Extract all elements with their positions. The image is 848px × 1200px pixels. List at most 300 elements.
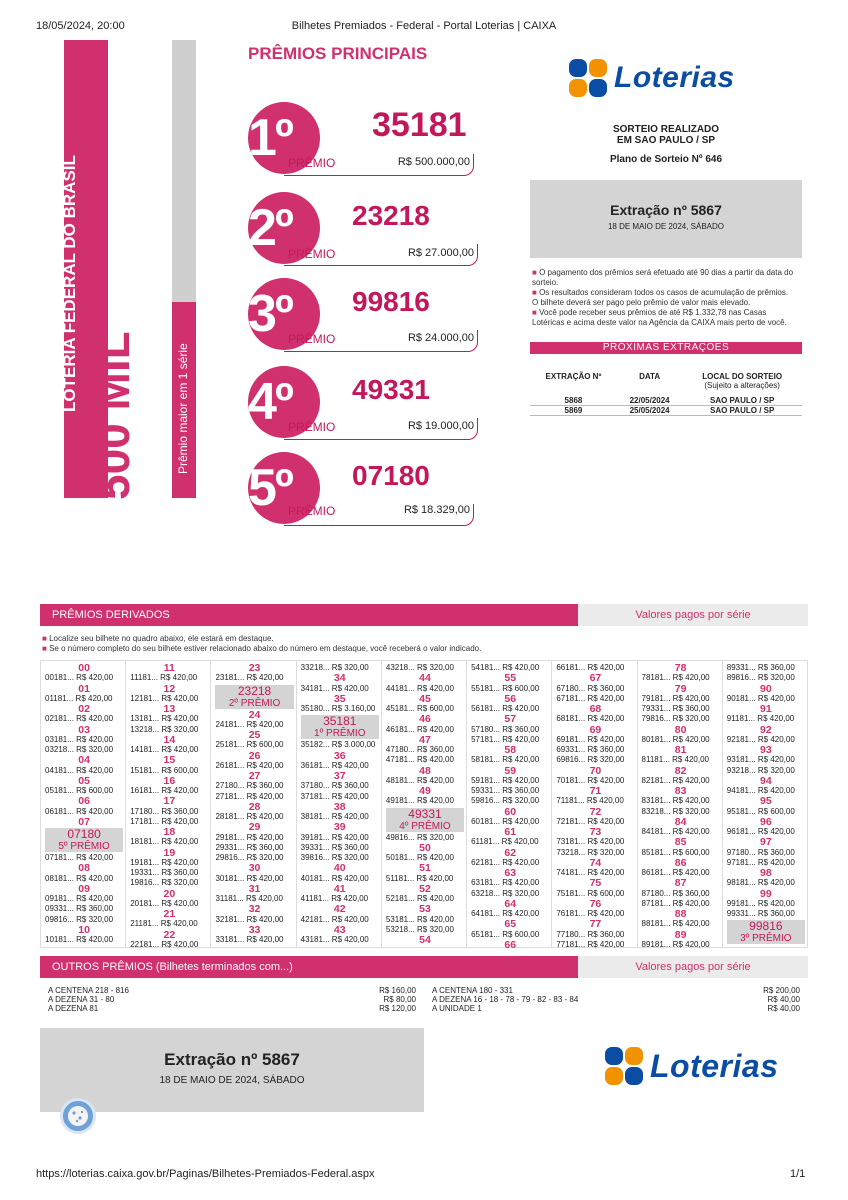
ticket-entry: 07181... R$ 420,00 xyxy=(45,853,114,862)
group-header: 03 xyxy=(78,723,90,736)
extracao-box xyxy=(530,180,802,258)
outros-title: OUTROS PRÊMIOS (Bilhetes terminados com...) xyxy=(40,956,578,978)
ticket-entry: 76181... R$ 420,00 xyxy=(556,909,625,918)
col-local: LOCAL DO SORTEIO (Sujeito a alterações) xyxy=(702,372,783,390)
group-header: 02 xyxy=(78,703,90,715)
ticket-entry: 99181... R$ 420,00 xyxy=(726,898,795,908)
ticket-entry: 52181... R$ 420,00 xyxy=(385,894,454,903)
derivados-right: Valores pagos por série xyxy=(578,604,808,626)
prize-ordinal: 5º xyxy=(248,459,292,517)
ticket-entry: 45181... R$ 600,00 xyxy=(385,704,454,713)
group-header: 67 xyxy=(589,672,602,685)
ticket-entry: 94181... R$ 420,00 xyxy=(726,786,795,795)
group-header: 37 xyxy=(333,770,346,782)
print-url: https://loterias.caixa.gov.br/Paginas/Bilhetes-Premiados-Federal.aspx xyxy=(36,1168,375,1180)
group-header: 08 xyxy=(78,862,90,875)
ticket-entry: 01181... R$ 420,00 xyxy=(45,693,113,703)
ticket-entry: 80181... R$ 420,00 xyxy=(641,734,710,744)
footer-extracao-date: 18 DE MAIO DE 2024, SÁBADO xyxy=(159,1075,305,1086)
ticket-entry: 31181... R$ 420,00 xyxy=(215,894,283,903)
main-prizes-title: PRÊMIOS PRINCIPAIS xyxy=(248,44,428,63)
sorteio-line1: SORTEIO REALIZADO xyxy=(612,124,720,135)
ticket-entry: 19181... R$ 420,00 xyxy=(130,857,199,867)
derivados-help xyxy=(42,634,802,654)
ticket-entry: 64181... R$ 420,00 xyxy=(471,909,540,918)
extracao-title: Extração nº 5867 xyxy=(610,202,722,218)
outros-item: A DEZENA 81 R$ 120,00 xyxy=(48,1004,416,1013)
ticket-entry: 00181... R$ 420,00 xyxy=(45,673,114,683)
col-data: DATA xyxy=(639,372,661,381)
group-header: 50 xyxy=(419,841,431,854)
outros-left xyxy=(48,986,416,1013)
group-header: 85 xyxy=(674,836,687,849)
group-header: 80 xyxy=(674,723,687,736)
ticket-entry: 14181... R$ 420,00 xyxy=(130,745,199,754)
ticket-entry: 81181... R$ 420,00 xyxy=(641,755,709,765)
ticket-entry: 72181... R$ 420,00 xyxy=(556,816,625,826)
highlight-label: 2º PRÊMIO xyxy=(228,697,281,709)
derivados-bar xyxy=(40,604,808,626)
ticket-entry: 67181... R$ 420,00 xyxy=(556,693,625,703)
group-header: 75 xyxy=(589,877,602,890)
derivados-column xyxy=(723,661,807,947)
ticket-entry: 63181... R$ 420,00 xyxy=(471,878,540,888)
ticket-entry: 92181... R$ 420,00 xyxy=(726,734,795,744)
ticket-entry: 85181... R$ 600,00 xyxy=(641,847,710,857)
group-header: 51 xyxy=(419,862,431,875)
group-header: 64 xyxy=(504,897,517,910)
prize-number: 49331 xyxy=(352,374,430,405)
group-header: 43 xyxy=(333,923,346,936)
ticket-entry: 68181... R$ 420,00 xyxy=(556,714,625,724)
ticket-entry: 35182... R$ 3.000,00 xyxy=(300,740,376,750)
banner-line2: 500 MIL xyxy=(87,331,139,500)
ticket-entry: 03181... R$ 420,00 xyxy=(45,734,114,744)
group-header: 58 xyxy=(504,744,517,756)
group-header: 01 xyxy=(78,682,90,695)
group-header: 11 xyxy=(163,662,175,674)
ticket-entry: 47180... R$ 360,00 xyxy=(385,745,454,754)
ticket-entry: 18181... R$ 420,00 xyxy=(130,837,199,847)
group-header: 44 xyxy=(419,672,431,685)
prize-ordinal: 4º xyxy=(248,373,292,431)
ticket-entry: 05181... R$ 600,00 xyxy=(45,786,114,795)
ticket-entry: 23181... R$ 420,00 xyxy=(215,673,284,683)
prize-1 xyxy=(248,102,478,192)
prize-value: R$ 500.000,00 xyxy=(397,156,470,168)
ticket-entry: 49816... R$ 320,00 xyxy=(385,832,454,842)
group-header: 78 xyxy=(674,662,687,674)
group-header: 45 xyxy=(419,692,431,705)
highlight-label: 5º PRÊMIO xyxy=(58,841,110,852)
prize-value: R$ 18.329,00 xyxy=(403,504,470,516)
outros-item: A UNIDADE 1 R$ 40,00 xyxy=(432,1004,800,1013)
group-header: 18 xyxy=(163,826,176,838)
group-header: 47 xyxy=(419,733,431,746)
note-item: ■ Os resultados consideram todos os casos de acumulação de prêmios. O bilhete deverá ser pago pelo prêmio de valor mais elevado. xyxy=(532,288,789,307)
col-local-sub: (Sujeito a alterações) xyxy=(704,381,780,390)
prize-5 xyxy=(248,452,478,542)
ticket-entry: 73218... R$ 320,00 xyxy=(556,847,625,857)
ticket-entry: 93181... R$ 420,00 xyxy=(726,755,795,765)
group-header: 87 xyxy=(674,877,687,890)
ticket-entry: 19816... R$ 320,00 xyxy=(130,878,199,888)
ticket-entry: 69331... R$ 360,00 xyxy=(556,745,625,754)
ticket-entry: 16181... R$ 420,00 xyxy=(130,786,199,795)
ticket-entry: 22181... R$ 420,00 xyxy=(130,939,199,949)
ticket-entry: 17181... R$ 420,00 xyxy=(130,816,199,826)
derivados-column xyxy=(382,661,467,947)
ticket-entry: 79816... R$ 320,00 xyxy=(641,714,710,724)
ticket-entry: 20181... R$ 420,00 xyxy=(130,898,199,908)
outros-item: A CENTENA 180 - 331 R$ 200,00 xyxy=(432,986,800,995)
loterias-logo-footer xyxy=(604,1046,778,1086)
ticket-entry: 09816... R$ 320,00 xyxy=(45,914,114,924)
group-header: 39 xyxy=(333,821,346,834)
group-header: 52 xyxy=(419,882,431,895)
ticket-entry: 46181... R$ 420,00 xyxy=(385,724,454,734)
group-header: 66 xyxy=(504,938,517,951)
prize-ordinal: 3º xyxy=(248,285,292,343)
derivados-grid xyxy=(40,660,808,951)
group-header: 60 xyxy=(504,805,517,818)
ticket-entry: 99331... R$ 360,00 xyxy=(726,909,795,918)
group-header: 32 xyxy=(248,903,261,916)
extracao-date: 18 DE MAIO DE 2024, SÁBADO xyxy=(607,222,725,231)
group-header: 91 xyxy=(760,703,772,715)
group-header: 07 xyxy=(78,815,90,828)
derivados-title: PRÊMIOS DERIVADOS xyxy=(40,604,578,626)
group-header: 21 xyxy=(163,908,176,920)
ticket-entry: 66181... R$ 420,00 xyxy=(556,663,625,672)
group-header: 31 xyxy=(248,882,261,895)
derivados-column xyxy=(638,661,723,947)
ticket-entry: 96181... R$ 420,00 xyxy=(726,827,795,836)
group-header: 82 xyxy=(674,764,687,777)
ticket-entry: 38181... R$ 420,00 xyxy=(300,812,369,821)
highlight-number: 35181 xyxy=(323,714,357,729)
ticket-entry: 33218... R$ 320,00 xyxy=(300,663,369,672)
highlight-number: 49331 xyxy=(408,806,442,821)
group-header: 42 xyxy=(333,903,346,916)
ticket-entry: 63218... R$ 320,00 xyxy=(471,888,540,898)
prize-number: 07180 xyxy=(352,460,430,491)
print-title: Bilhetes Premiados - Federal - Portal Loterias | CAIXA xyxy=(291,20,557,32)
highlight-number: 07180 xyxy=(67,827,101,841)
ticket-entry: 95181... R$ 600,00 xyxy=(726,806,795,816)
ticket-entry: 89816... R$ 320,00 xyxy=(726,673,795,683)
ticket-entry: 37180... R$ 360,00 xyxy=(300,781,369,791)
ticket-entry: 91181... R$ 420,00 xyxy=(726,714,795,724)
group-header: 49 xyxy=(419,785,431,797)
group-header: 38 xyxy=(333,800,346,813)
group-header: 14 xyxy=(163,733,176,746)
ticket-entry: 17180... R$ 360,00 xyxy=(130,806,199,816)
help-item: ■ Se o número completo do seu bilhete estiver relacionado abaixo do número em destaque, você receberá o valor indicado. xyxy=(42,644,482,653)
prize-label: PRÊMIO xyxy=(288,420,336,434)
group-header: 73 xyxy=(589,826,602,838)
highlight-number: 23218 xyxy=(237,683,272,698)
ticket-entry: 02181... R$ 420,00 xyxy=(45,714,114,724)
ticket-entry: 30181... R$ 420,00 xyxy=(215,873,284,883)
print-date: 18/05/2024, 20:00 xyxy=(36,20,125,32)
group-header: 20 xyxy=(163,887,176,900)
logo-text: Loterias xyxy=(650,1047,779,1084)
ticket-entry: 83181... R$ 420,00 xyxy=(641,796,710,806)
group-header: 55 xyxy=(504,672,517,685)
logo-text: Loterias xyxy=(614,61,735,94)
ticket-entry: 43181... R$ 420,00 xyxy=(300,935,369,944)
ticket-entry: 77180... R$ 360,00 xyxy=(556,929,625,939)
ticket-entry: 79181... R$ 420,00 xyxy=(641,693,710,703)
group-header: 86 xyxy=(674,856,687,869)
ticket-entry: 57181... R$ 420,00 xyxy=(471,734,540,744)
ticket-entry: 54181... R$ 420,00 xyxy=(471,663,540,672)
ticket-entry: 39181... R$ 420,00 xyxy=(300,832,369,842)
proximas-table xyxy=(530,372,802,416)
prize-ordinal: 1º xyxy=(248,109,292,167)
ticket-entry: 08181... R$ 420,00 xyxy=(45,873,114,883)
cookie-settings-button[interactable] xyxy=(60,1098,96,1134)
ticket-entry: 71181... R$ 420,00 xyxy=(556,796,624,806)
outros-item: A DEZENA 16 - 18 - 78 - 79 - 82 - 83 - 84 R$ 40,00 xyxy=(432,995,800,1004)
ticket-entry: 41181... R$ 420,00 xyxy=(300,894,369,903)
group-header: 30 xyxy=(248,862,261,875)
ticket-entry: 33181... R$ 420,00 xyxy=(215,935,284,944)
ticket-entry: 44181... R$ 420,00 xyxy=(385,683,454,693)
ticket-entry: 97181... R$ 420,00 xyxy=(726,857,795,867)
derivados-column xyxy=(297,661,382,947)
group-header: 93 xyxy=(760,744,772,756)
highlight-prize xyxy=(727,920,805,944)
derivados-column xyxy=(126,661,211,947)
ticket-entry: 60181... R$ 420,00 xyxy=(471,816,540,826)
group-header: 61 xyxy=(504,826,517,838)
ticket-entry: 65181... R$ 600,00 xyxy=(471,929,540,939)
ticket-entry: 34181... R$ 420,00 xyxy=(300,683,369,693)
prize-label: PRÊMIO xyxy=(288,247,336,261)
group-header: 76 xyxy=(589,897,602,910)
outros-item: A CENTENA 218 - 816 R$ 160,00 xyxy=(48,986,416,995)
group-header: 71 xyxy=(589,785,602,797)
highlight-number: 99816 xyxy=(749,919,783,934)
group-header: 89 xyxy=(674,928,687,941)
proximas-row: 5869 25/05/2024 SAO PAULO / SP xyxy=(530,406,802,416)
group-header: 48 xyxy=(419,764,431,777)
group-header: 17 xyxy=(163,795,176,808)
group-header: 79 xyxy=(674,682,687,695)
ticket-entry: 67180... R$ 360,00 xyxy=(556,683,625,693)
banner-side-text: Prêmio maior em 1 série xyxy=(176,343,190,474)
ticket-entry: 59181... R$ 420,00 xyxy=(471,775,540,785)
banner-gray-strip xyxy=(172,40,196,302)
ticket-entry: 48181... R$ 420,00 xyxy=(385,775,454,785)
ticket-entry: 40181... R$ 420,00 xyxy=(300,873,369,883)
ticket-entry: 69816... R$ 320,00 xyxy=(556,755,625,765)
ticket-entry: 90181... R$ 420,00 xyxy=(726,693,795,703)
highlight-prize xyxy=(301,715,379,739)
ticket-entry: 03218... R$ 320,00 xyxy=(45,745,114,754)
ticket-entry: 19331... R$ 360,00 xyxy=(130,868,199,877)
ticket-entry: 89331... R$ 360,00 xyxy=(726,663,795,672)
ticket-entry: 32181... R$ 420,00 xyxy=(215,914,284,924)
ticket-entry: 11181... R$ 420,00 xyxy=(130,673,198,683)
note-item: ■ O pagamento dos prêmios será efetuado até 90 dias a partir da data do sorteio. xyxy=(532,268,794,287)
group-header: 24 xyxy=(248,708,261,721)
derivados-column xyxy=(211,661,296,947)
prize-label: PRÊMIO xyxy=(288,504,336,518)
ticket-entry: 27180... R$ 360,00 xyxy=(215,781,284,791)
prize-4 xyxy=(248,366,478,456)
group-header: 90 xyxy=(760,682,772,695)
group-header: 05 xyxy=(78,774,90,787)
group-header: 34 xyxy=(333,672,346,685)
ticket-entry: 24181... R$ 420,00 xyxy=(215,719,284,729)
footer-extracao-box xyxy=(40,1028,424,1112)
ticket-entry: 06181... R$ 420,00 xyxy=(45,806,114,816)
ticket-entry: 56181... R$ 420,00 xyxy=(471,704,540,713)
plano-sorteio: Plano de Sorteio Nº 646 xyxy=(609,154,723,165)
ticket-entry: 57180... R$ 360,00 xyxy=(471,724,540,734)
ticket-entry: 49181... R$ 420,00 xyxy=(385,796,454,806)
ticket-entry: 62181... R$ 420,00 xyxy=(471,857,540,867)
ticket-entry: 78181... R$ 420,00 xyxy=(641,673,710,683)
ticket-entry: 15181... R$ 600,00 xyxy=(130,765,199,775)
group-header: 98 xyxy=(760,867,772,879)
group-header: 74 xyxy=(589,856,602,869)
prize-value: R$ 27.000,00 xyxy=(407,247,474,259)
ticket-entry: 93218... R$ 320,00 xyxy=(726,765,795,775)
group-header: 10 xyxy=(78,923,90,936)
prize-2 xyxy=(248,192,478,282)
highlight-prize xyxy=(386,808,464,832)
group-header: 12 xyxy=(163,682,176,695)
group-header: 65 xyxy=(504,918,517,931)
group-header: 68 xyxy=(589,703,602,715)
ticket-entry: 43218... R$ 320,00 xyxy=(385,663,454,672)
group-header: 83 xyxy=(674,785,687,797)
ticket-entry: 89181... R$ 420,00 xyxy=(641,939,710,949)
group-header: 36 xyxy=(333,749,346,762)
ticket-entry: 13181... R$ 420,00 xyxy=(130,714,199,724)
group-header: 46 xyxy=(419,713,431,726)
clover-logo-icon xyxy=(568,58,608,98)
banner-line1: LOTERIA FEDERAL DO BRASIL xyxy=(60,155,79,412)
group-header: 95 xyxy=(760,795,772,808)
ticket-entry: 75181... R$ 600,00 xyxy=(556,888,625,898)
group-header: 99 xyxy=(760,887,772,900)
ticket-entry: 74181... R$ 420,00 xyxy=(556,868,625,877)
group-header: 23 xyxy=(248,662,261,674)
highlight-label: 4º PRÊMIO xyxy=(399,820,451,832)
group-header: 26 xyxy=(248,749,261,762)
sorteio-line2: EM SAO PAULO / SP xyxy=(616,135,716,146)
ticket-entry: 55181... R$ 600,00 xyxy=(471,683,540,693)
prize-label: PRÊMIO xyxy=(288,156,336,170)
note-item: ■ Você pode receber seus prêmios de até R$ 1.332,78 nas Casas Lotéricas e acima deste valor na Agência da CAIXA mais perto de você. xyxy=(532,308,787,327)
ticket-entry: 04181... R$ 420,00 xyxy=(45,765,114,775)
sorteio-info xyxy=(530,124,802,165)
ticket-entry: 82181... R$ 420,00 xyxy=(641,775,710,785)
group-header: 53 xyxy=(419,903,431,916)
ticket-entry: 59331... R$ 360,00 xyxy=(471,786,540,795)
ticket-entry: 39816... R$ 320,00 xyxy=(300,853,369,862)
group-header: 00 xyxy=(78,662,90,674)
ticket-entry: 51181... R$ 420,00 xyxy=(385,873,454,883)
prize-number: 99816 xyxy=(352,286,430,317)
ticket-entry: 42181... R$ 420,00 xyxy=(300,914,369,924)
ticket-entry: 77181... R$ 420,00 xyxy=(556,939,625,949)
clover-logo-icon xyxy=(604,1046,644,1086)
ticket-entry: 25181... R$ 600,00 xyxy=(215,740,284,750)
ticket-entry: 09331... R$ 360,00 xyxy=(45,904,114,914)
notes-list xyxy=(532,268,794,328)
group-header: 96 xyxy=(760,815,772,828)
derivados-column xyxy=(467,661,552,951)
prize-number: 23218 xyxy=(352,200,430,231)
outros-item: A DEZENA 31 - 80 R$ 80,00 xyxy=(48,995,416,1004)
group-header: 33 xyxy=(248,923,261,936)
ticket-entry: 12181... R$ 420,00 xyxy=(130,693,199,703)
group-header: 27 xyxy=(248,770,261,782)
group-header: 69 xyxy=(589,723,602,736)
print-page: 1/1 xyxy=(790,1168,806,1180)
group-header: 41 xyxy=(333,882,346,895)
highlight-label: 1º PRÊMIO xyxy=(314,728,366,740)
derivados-column xyxy=(552,661,637,947)
group-header: 57 xyxy=(504,713,517,726)
footer-extracao-title: Extração nº 5867 xyxy=(164,1050,300,1069)
proximas-row: 5868 22/05/2024 SAO PAULO / SP xyxy=(530,396,802,406)
ticket-entry: 97180... R$ 360,00 xyxy=(726,847,795,857)
group-header: 63 xyxy=(504,867,517,879)
group-header: 70 xyxy=(589,764,602,777)
group-header: 04 xyxy=(78,754,90,767)
outros-bar xyxy=(40,956,808,978)
group-header: 77 xyxy=(589,918,602,931)
ticket-entry: 21181... R$ 420,00 xyxy=(130,919,198,929)
group-header: 40 xyxy=(333,862,346,875)
ticket-entry: 70181... R$ 420,00 xyxy=(556,775,625,785)
ticket-entry: 50181... R$ 420,00 xyxy=(385,853,454,862)
group-header: 15 xyxy=(163,754,176,767)
ticket-entry: 37181... R$ 420,00 xyxy=(300,791,369,801)
group-header: 09 xyxy=(78,882,90,895)
group-header: 81 xyxy=(674,744,687,756)
group-header: 54 xyxy=(419,934,431,946)
group-header: 92 xyxy=(760,723,772,736)
ticket-entry: 27181... R$ 420,00 xyxy=(215,791,284,801)
group-header: 29 xyxy=(248,821,261,834)
col-extracao: EXTRAÇÃO Nº xyxy=(545,372,602,381)
loterias-logo xyxy=(568,58,735,98)
prize-ordinal: 2º xyxy=(248,199,292,257)
ticket-entry: 29181... R$ 420,00 xyxy=(215,832,284,842)
prize-label: PRÊMIO xyxy=(288,332,336,346)
group-header: 84 xyxy=(674,815,687,828)
ticket-entry: 84181... R$ 420,00 xyxy=(641,827,710,836)
group-header: 59 xyxy=(504,764,517,777)
ticket-entry: 87181... R$ 420,00 xyxy=(641,898,710,908)
ticket-entry: 09181... R$ 420,00 xyxy=(45,894,114,903)
group-header: 06 xyxy=(78,795,90,808)
ticket-entry: 69181... R$ 420,00 xyxy=(556,734,625,744)
group-header: 22 xyxy=(163,928,176,941)
ticket-entry: 36181... R$ 420,00 xyxy=(300,760,369,770)
ticket-entry: 73181... R$ 420,00 xyxy=(556,837,625,847)
prize-number: 35181 xyxy=(372,106,467,144)
outros-right: Valores pagos por série xyxy=(578,956,808,978)
